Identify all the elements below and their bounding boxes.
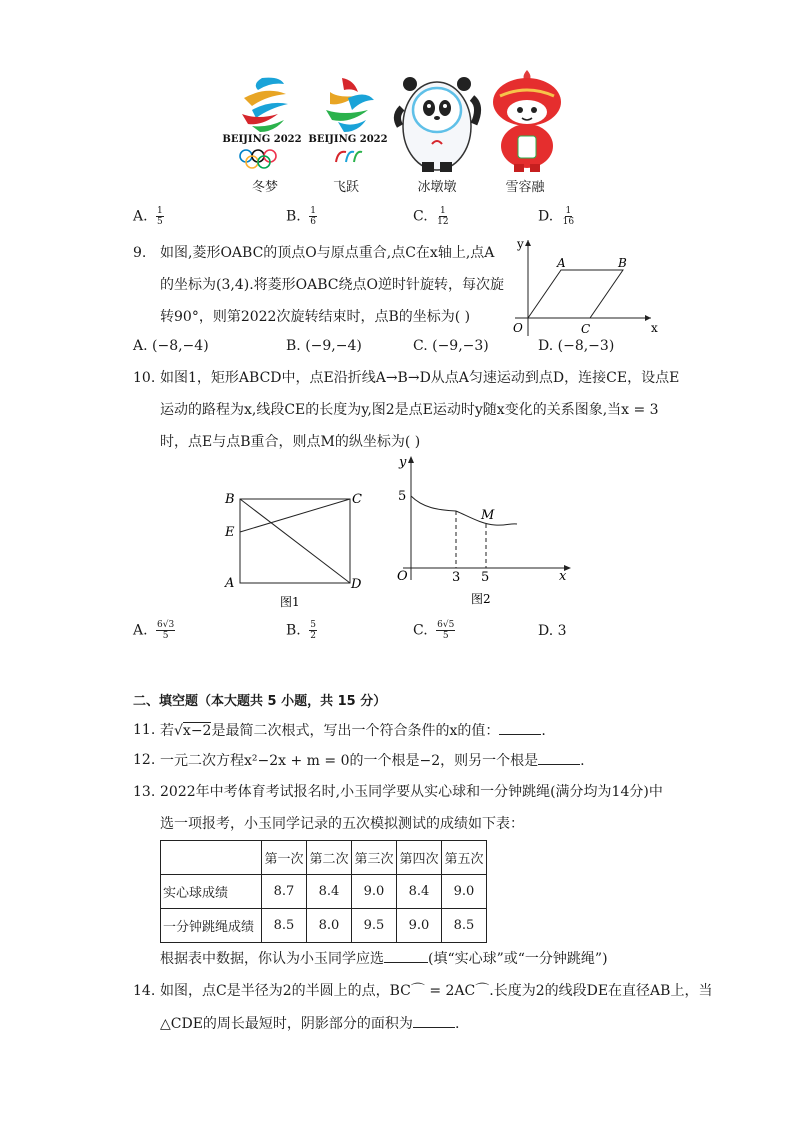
mascot-label: 冰墩墩: [417, 180, 457, 195]
option-letter: C.: [413, 208, 428, 225]
option-letter: D.: [538, 208, 554, 225]
q9-option-b: B. (−9,−4): [286, 338, 362, 354]
q11-post: 是最简二次根式，写出一个符合条件的x的值：: [211, 723, 500, 739]
emblem-text: BEIJING 2022: [308, 134, 388, 145]
denominator: 2: [310, 631, 316, 641]
fraction: [436, 620, 455, 641]
q14-end: .: [454, 1016, 460, 1032]
bing-dwen-dwen-mascot-icon: [392, 66, 482, 176]
axis-label-x: x: [651, 321, 658, 335]
question-number: 10.: [133, 370, 156, 386]
axis-label-y: y: [517, 237, 524, 251]
q11-text: [160, 720, 546, 741]
denominator: 5: [157, 217, 163, 227]
table-cell: 9.0: [352, 875, 397, 909]
table-cell: 实心球成绩: [161, 875, 262, 909]
axis-label-y: y: [399, 455, 407, 470]
q10-text-line: 如图1，矩形ABCD中，点E沿折线A→B→D从点A匀速运动到点D，连接CE，设点E: [160, 370, 680, 386]
fraction: [562, 206, 575, 227]
question-number: 14.: [133, 983, 156, 999]
option-letter: A.: [133, 622, 148, 639]
table-cell: 9.0: [397, 909, 442, 943]
q11-pre: 若: [160, 723, 174, 739]
table-header-cell: 第一次: [262, 841, 307, 875]
numerator: 6√5: [437, 620, 455, 630]
numerator: 6√3: [157, 620, 175, 630]
table-header-cell: [161, 841, 262, 875]
q8-option-d: [538, 206, 575, 227]
q9-text-line: 如图,菱形OABC的顶点O与原点重合,点C在x轴上,点A: [160, 245, 495, 261]
radicand: x−2: [182, 723, 212, 739]
numerator: 1: [310, 206, 316, 216]
q14-text-line: 如图，点C是半径为2的半圆上的点，BC⌒ = 2AC⌒.长度为2的线段DE在直径AB上，当: [160, 983, 713, 999]
denominator: 6: [310, 217, 316, 227]
q10-option-b: [286, 620, 317, 641]
question-number: 13.: [133, 784, 156, 800]
point-label-e: E: [225, 525, 235, 540]
figure-caption: 图1: [280, 595, 300, 609]
mascot-row: [222, 66, 572, 196]
answer-blank[interactable]: [384, 948, 428, 963]
section-title: 二、填空题（本大题共 5 小题，共 15 分）: [133, 694, 387, 709]
origin-label: O: [397, 569, 408, 584]
table-header-cell: 第五次: [442, 841, 487, 875]
denominator: 12: [437, 217, 449, 227]
shuey-rhon-rhon-mascot-icon: [484, 66, 570, 176]
option-letter: B.: [286, 622, 301, 639]
q10-option-c: [413, 620, 455, 641]
answer-blank[interactable]: [538, 750, 580, 765]
q12-end: .: [580, 753, 585, 769]
point-label-c: C: [581, 322, 591, 336]
function-graph-figure-2: [393, 452, 575, 612]
x-tick-label: 3: [452, 570, 461, 585]
table-cell: 8.7: [262, 875, 307, 909]
table-cell: 8.4: [307, 875, 352, 909]
question-number: 11.: [133, 722, 156, 738]
denominator: 16: [562, 217, 575, 227]
rectangle-figure-1: [220, 486, 370, 612]
y-tick-label: 5: [398, 489, 407, 504]
point-label-c: C: [352, 492, 362, 507]
segment-ce: [240, 499, 350, 532]
q9-text-line: 转90°，则第2022次旋转结束时，点B的坐标为( ): [160, 309, 471, 325]
q14-text: [160, 1013, 459, 1034]
rhombus-oabc: [528, 270, 623, 318]
score-table: [160, 840, 487, 943]
answer-blank[interactable]: [413, 1013, 455, 1028]
q13-text-line: 2022年中考体育考试报名时,小玉同学要从实心球和一分钟跳绳(满分均为14分)中: [160, 784, 663, 800]
sqrt-sign-icon: √: [174, 723, 183, 739]
q13-after-text: [160, 948, 608, 969]
option-letter: B.: [286, 208, 301, 225]
table-row: [161, 909, 487, 943]
numerator: 1: [157, 206, 163, 216]
q9-option-a: A. (−8,−4): [133, 338, 209, 354]
q10-text-line: 运动的路程为x,线段CE的长度为y,图2是点E运动时y随x变化的关系图象,当x = 3: [160, 402, 659, 418]
x-tick-label: 5: [481, 570, 490, 585]
point-label-b: B: [225, 492, 235, 507]
q9-option-c: C. (−9,−3): [413, 338, 489, 354]
table-cell: 8.0: [307, 909, 352, 943]
segment-bd: [240, 499, 350, 583]
q12-body: 一元二次方程x²−2x + m = 0的一个根是−2，则另一个根是: [160, 753, 539, 769]
point-label-d: D: [351, 577, 362, 592]
mascot-label: 飞跃: [332, 180, 359, 195]
table-cell: 一分钟跳绳成绩: [161, 909, 262, 943]
table-cell: 9.5: [352, 909, 397, 943]
q13-text-line: 选一项报考，小玉同学记录的五次模拟测试的成绩如下表：: [160, 816, 524, 832]
denominator: 5: [442, 631, 449, 641]
option-letter: C.: [413, 622, 428, 639]
numerator: 1: [439, 206, 446, 216]
point-label-m: M: [481, 508, 495, 523]
table-header-cell: 第四次: [397, 841, 442, 875]
beijing-2022-olympic-emblem-icon: [222, 70, 302, 170]
q8-option-c: [413, 206, 450, 227]
table-cell: 9.0: [442, 875, 487, 909]
rhombus-figure: [505, 236, 665, 340]
table-header-cell: 第三次: [352, 841, 397, 875]
question-number: 12.: [133, 752, 156, 768]
point-label-a: A: [225, 576, 235, 591]
q9-option-d: D. (−8,−3): [538, 338, 615, 354]
q10-option-d: D. 3: [538, 623, 567, 639]
beijing-2022-paralympic-emblem-icon: [308, 70, 388, 170]
table-cell: 8.5: [262, 909, 307, 943]
mascot-label: 冬梦: [251, 180, 278, 195]
q10-option-a: [133, 620, 175, 641]
table-row: [161, 875, 487, 909]
q11-end: .: [541, 723, 546, 739]
point-label-o: O: [513, 321, 523, 335]
fraction: [309, 620, 317, 641]
denominator: 5: [162, 631, 169, 641]
q10-text-line: 时，点E与点B重合，则点M的纵坐标为( ): [160, 434, 421, 450]
answer-blank[interactable]: [499, 720, 541, 735]
table-cell: 8.4: [397, 875, 442, 909]
table-header-cell: 第二次: [307, 841, 352, 875]
figure-caption: 图2: [471, 592, 491, 606]
q8-option-b: [286, 206, 317, 227]
point-label-a: A: [557, 256, 566, 270]
q8-option-a: [133, 206, 164, 227]
mascot-label: 雪容融: [505, 180, 545, 195]
curve-segment-1: [411, 496, 456, 511]
question-number: 9.: [133, 245, 147, 261]
numerator: 5: [310, 620, 316, 630]
fraction: [309, 206, 317, 227]
q12-text: [160, 750, 585, 771]
q13-after-end: (填“实心球”或“一分钟跳绳”): [428, 951, 608, 967]
option-letter: A.: [133, 208, 148, 225]
axis-label-x: x: [559, 569, 567, 584]
emblem-text: BEIJING 2022: [222, 134, 302, 145]
table-header-row: [161, 841, 487, 875]
fraction: [436, 206, 449, 227]
numerator: 1: [565, 206, 572, 216]
fraction: [156, 620, 175, 641]
q14-line2: △CDE的周长最短时，阴影部分的面积为: [160, 1016, 413, 1032]
table-cell: 8.5: [442, 909, 487, 943]
q9-text-line: 的坐标为(3,4).将菱形OABC绕点O逆时针旋转，每次旋: [160, 277, 504, 293]
fraction: [156, 206, 164, 227]
point-label-b: B: [618, 256, 627, 270]
q13-after: 根据表中数据，你认为小玉同学应选: [160, 951, 384, 967]
